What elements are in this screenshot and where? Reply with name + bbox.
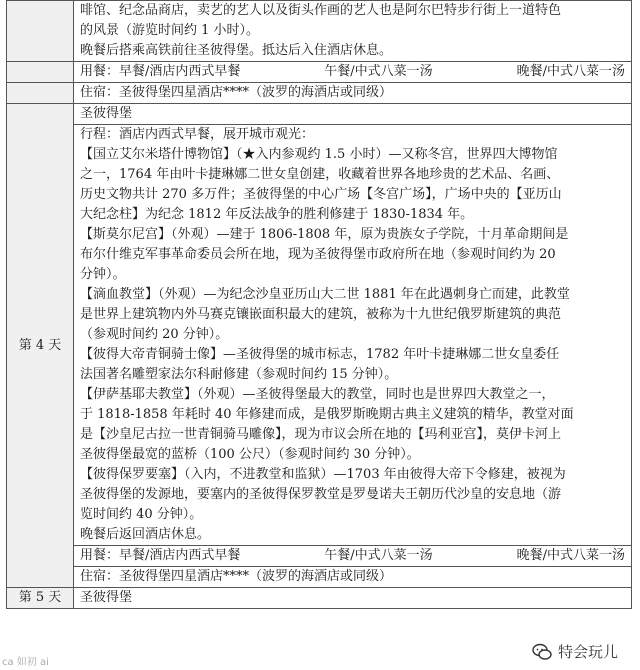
text-line: 法国著名雕塑家法尔科耐修建（参观时间约 15 分钟）。 bbox=[80, 367, 398, 382]
text-line: 是世界上建筑物内外马赛克镶嵌面积最大的建筑，被称为十九世纪俄罗斯建筑的典范 bbox=[80, 307, 562, 322]
lunch-text: 午餐/中式八菜一汤 bbox=[324, 548, 433, 563]
wechat-watermark bbox=[528, 641, 622, 662]
wechat-icon bbox=[532, 642, 552, 662]
dinner-text: 晚餐/中式八菜一汤 bbox=[516, 548, 625, 563]
day3-hotel: 住宿：圣彼得堡四星酒店****（波罗的海酒店或同级） bbox=[74, 83, 632, 104]
text-line: 分钟）。 bbox=[80, 267, 126, 282]
text-line: 【国立艾尔米塔什博物馆】（★入内参观约 1.5 小时）—又称冬宫，世界四大博物馆 bbox=[80, 147, 558, 162]
text-line: 【彼得大帝青铜骑士像】—圣彼得堡的城市标志，1782 年叶卡捷琳娜二世女皇委任 bbox=[80, 347, 560, 362]
day4-label: 第 4 天 bbox=[7, 104, 74, 588]
watermark-text: 特会玩儿 bbox=[557, 643, 618, 661]
text-line: 览时间约 40 分钟）。 bbox=[80, 507, 203, 522]
text-line: 【滴血教堂】（外观）—为纪念沙皇亚历山大二世 1881 年在此遇刺身亡而建，此教堂 bbox=[80, 287, 570, 302]
text-line: 大纪念柱】为纪念 1812 年反法战争的胜利修建于 1830-1834 年。 bbox=[80, 207, 474, 222]
text-line: 【彼得保罗要塞】（入内，不进教堂和监狱）—1703 年由彼得大帝下令修建，被视为 bbox=[80, 467, 566, 482]
corner-watermark: ca 如初 ai bbox=[2, 657, 49, 668]
day4-city-row bbox=[7, 104, 632, 125]
text-line: 【伊萨基耶夫教堂】（外观）—圣彼得堡最大的教堂，同时也是世界四大教堂之一， bbox=[80, 387, 555, 402]
text-line: 于 1818-1858 年耗时 40 年修建而成，是俄罗斯晚期古典主义建筑的精华，教堂对面 bbox=[80, 407, 574, 422]
day3-hotel-row bbox=[7, 83, 632, 104]
day5-row bbox=[7, 588, 632, 609]
text-line: 圣彼得堡的发源地，要塞内的圣彼得保罗教堂是罗曼诺夫王朝历代沙皇的安息地（游 bbox=[80, 487, 562, 502]
day4-hotel-row bbox=[7, 567, 632, 588]
day3-day-cell bbox=[7, 1, 74, 62]
text-line: 是【沙皇尼古拉一世青铜骑马雕像】，现为市议会所在地的【玛利亚宫】，莫伊卡河上 bbox=[80, 427, 562, 442]
day4-meals bbox=[74, 546, 632, 567]
day4-city: 圣彼得堡 bbox=[74, 104, 632, 125]
text-line: 晚餐后搭乘高铁前往圣彼得堡。抵达后入住酒店休息。 bbox=[80, 43, 393, 58]
breakfast-text: 用餐：早餐/酒店内西式早餐 bbox=[80, 548, 241, 563]
day3-tail-text bbox=[74, 1, 632, 62]
text-line: 【斯莫尔尼宫】（外观）—建于 1806-1808 年，原为贵族女子学院，十月革命期间是 bbox=[80, 227, 569, 242]
day3-meals-row bbox=[7, 62, 632, 83]
text-line: 的风景（游览时间约 1 小时）。 bbox=[80, 23, 260, 38]
day4-program bbox=[74, 125, 632, 546]
text-line: （参观时间约 20 分钟）。 bbox=[80, 327, 229, 342]
itinerary-table bbox=[6, 0, 632, 609]
day3-meals bbox=[74, 62, 632, 83]
day3-day-cell-hotel bbox=[7, 83, 74, 104]
text-line: 行程：酒店内西式早餐，展开城市观光： bbox=[80, 127, 315, 142]
day5-city: 圣彼得堡 bbox=[74, 588, 632, 609]
text-line: 晚餐后返回酒店休息。 bbox=[80, 527, 211, 542]
dinner-text: 晚餐/中式八菜一汤 bbox=[516, 64, 625, 79]
day4-meals-row bbox=[7, 546, 632, 567]
text-line: 之一，1764 年由叶卡捷琳娜二世女皇创建，收藏着世界各地珍贵的艺术品、名画、 bbox=[80, 167, 560, 182]
text-line: 历史文物共计 270 多万件；圣彼得堡的中心广场【冬宫广场】，广场中央的【亚历山 bbox=[80, 187, 562, 202]
day5-label: 第 5 天 bbox=[7, 588, 74, 609]
day3-day-cell-meals bbox=[7, 62, 74, 83]
text-line: 圣彼得堡最宽的蓝桥（100 公尺）（参观时间约 30 分钟）。 bbox=[80, 447, 420, 462]
day3-tail-row bbox=[7, 1, 632, 62]
breakfast-text: 用餐：早餐/酒店内西式早餐 bbox=[80, 64, 241, 79]
text-line: 布尔什维克军事革命委员会所在地，现为圣彼得堡市政府所在地（参观时间约为 20 bbox=[80, 247, 556, 262]
day4-hotel: 住宿：圣彼得堡四星酒店****（波罗的海酒店或同级） bbox=[74, 567, 632, 588]
day4-program-row bbox=[7, 125, 632, 546]
lunch-text: 午餐/中式八菜一汤 bbox=[324, 64, 433, 79]
text-line: 啡馆、纪念品商店，卖艺的艺人以及街头作画的艺人也是阿尔巴特步行街上一道特色 bbox=[80, 3, 562, 18]
